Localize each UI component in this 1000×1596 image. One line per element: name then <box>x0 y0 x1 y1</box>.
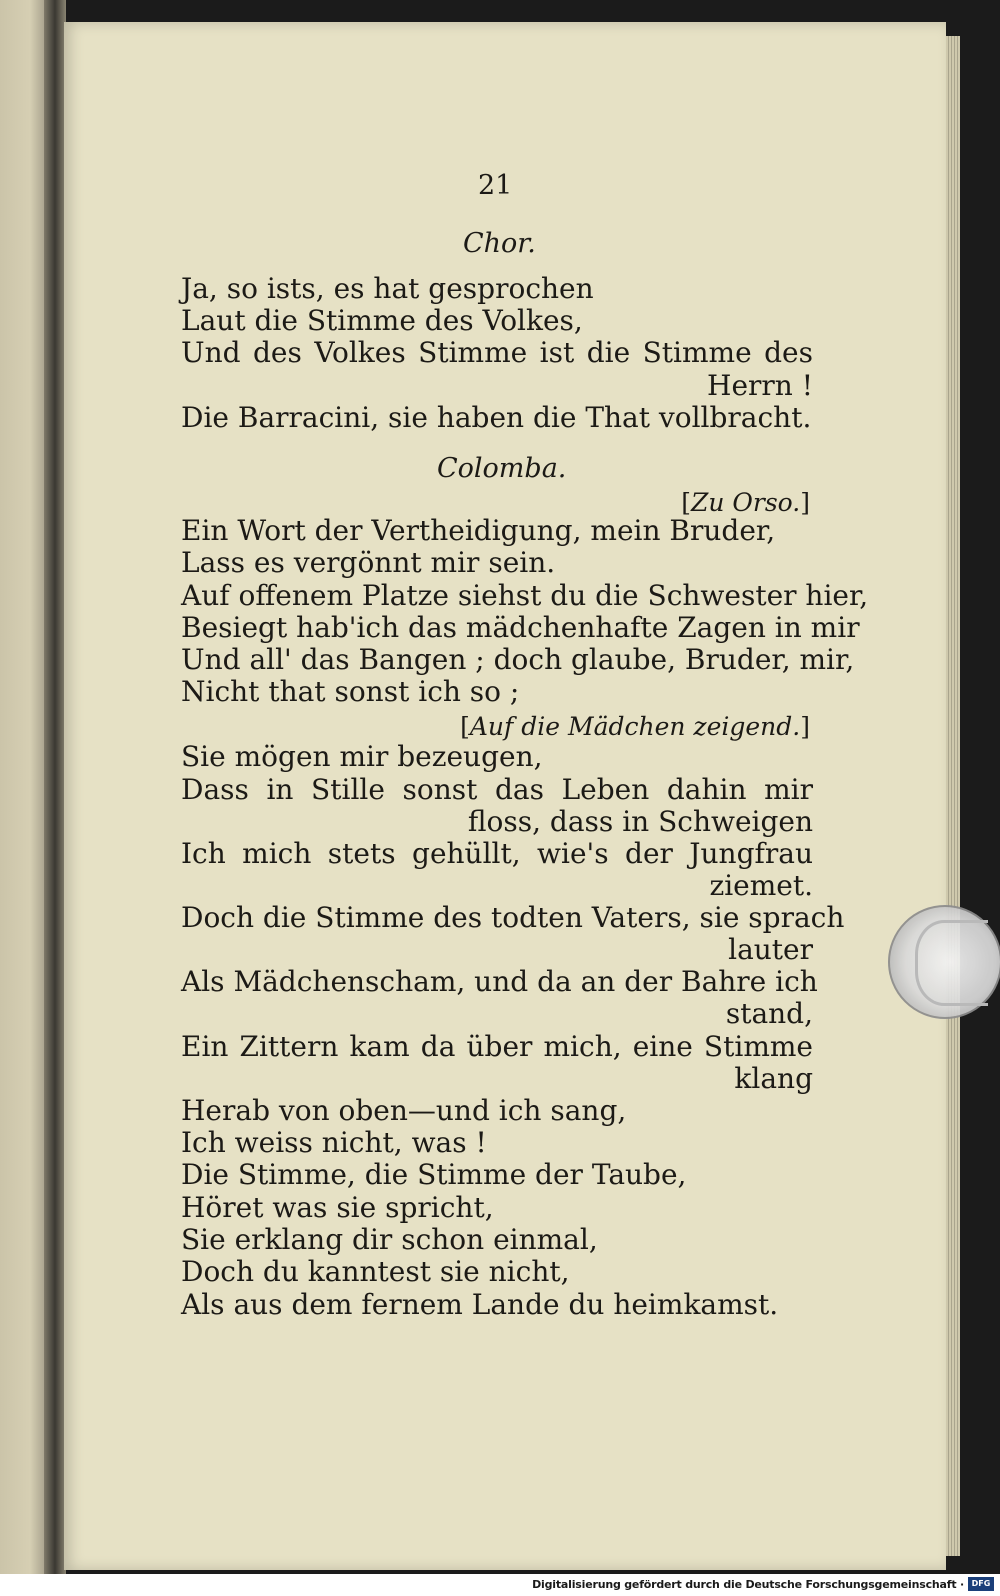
verse-line: Doch die Stimme des todten Vaters, sie sprach <box>181 901 845 934</box>
verse-line: Die Stimme, die Stimme der Taube, <box>181 1158 687 1191</box>
verse-line: Ein Zittern kam da über mich, eine Stimme <box>181 1030 813 1063</box>
verse-line: Ich mich stets gehüllt, wie's der Jungfrau <box>181 837 813 870</box>
verse-line: Als aus dem fernem Lande du heimkamst. <box>181 1288 779 1321</box>
verse-line: Laut die Stimme des Volkes, <box>181 304 583 337</box>
verse-line-continuation: ziemet. <box>709 869 813 902</box>
speaker-chor: Chor. <box>463 228 536 259</box>
page-clip-ring <box>915 920 988 1006</box>
verse-line: Höret was sie spricht, <box>181 1191 494 1224</box>
verse-line: Lass es vergönnt mir sein. <box>181 546 556 579</box>
verse-line-continuation: klang <box>734 1062 813 1095</box>
verse-line: Und des Volkes Stimme ist die Stimme des <box>181 336 813 369</box>
verse-line: Sie erklang dir schon einmal, <box>181 1223 598 1256</box>
verse-line: Die Barracini, sie haben die That vollbracht. <box>181 401 812 434</box>
verse-line-continuation: stand, <box>725 997 813 1030</box>
dfg-logo: DFG <box>968 1577 994 1591</box>
verse-line: Und all' das Bangen ; doch glaube, Bruder, mir, <box>181 643 855 676</box>
verse-line: Ja, so ists, es hat gesprochen <box>181 272 594 305</box>
verse-line: Dass in Stille sonst das Leben dahin mir <box>181 773 813 806</box>
page-number: 21 <box>478 170 513 201</box>
verse-line: Sie mögen mir bezeugen, <box>181 740 543 773</box>
verse-line: Nicht that sonst ich so ; <box>181 675 520 708</box>
stage-direction-text: Auf die Mädchen zeigend. <box>469 712 801 741</box>
verse-line-continuation: lauter <box>728 933 813 966</box>
verse-line-continuation: Herrn ! <box>707 369 813 402</box>
verse-line: Ich weiss nicht, was ! <box>181 1126 487 1159</box>
verse-line: Als Mädchenscham, und da an der Bahre ich <box>181 965 818 998</box>
footer-credit: Digitalisierung gefördert durch die Deutsche Forschungsgemeinschaft · <box>532 1578 964 1591</box>
stage-direction: [Auf die Mädchen zeigend.] <box>460 712 810 741</box>
verse-line: Besiegt hab'ich das mädchenhafte Zagen in mir <box>181 611 860 644</box>
speaker-colomba: Colomba. <box>437 453 567 484</box>
verse-line: Ein Wort der Vertheidigung, mein Bruder, <box>181 514 776 547</box>
left-page-edge <box>0 0 50 1574</box>
verse-line: Auf offenem Platze siehst du die Schwester hier, <box>181 579 869 612</box>
book-gutter <box>44 0 66 1574</box>
verse-line: Doch du kanntest sie nicht, <box>181 1255 570 1288</box>
stage-direction-text: Zu Orso. <box>690 488 801 517</box>
stage-direction: [Zu Orso.] <box>681 488 810 517</box>
page-stack-edge <box>946 36 960 1556</box>
verse-line: Herab von oben—und ich sang, <box>181 1094 627 1127</box>
verse-line-continuation: floss, dass in Schweigen <box>467 805 813 838</box>
